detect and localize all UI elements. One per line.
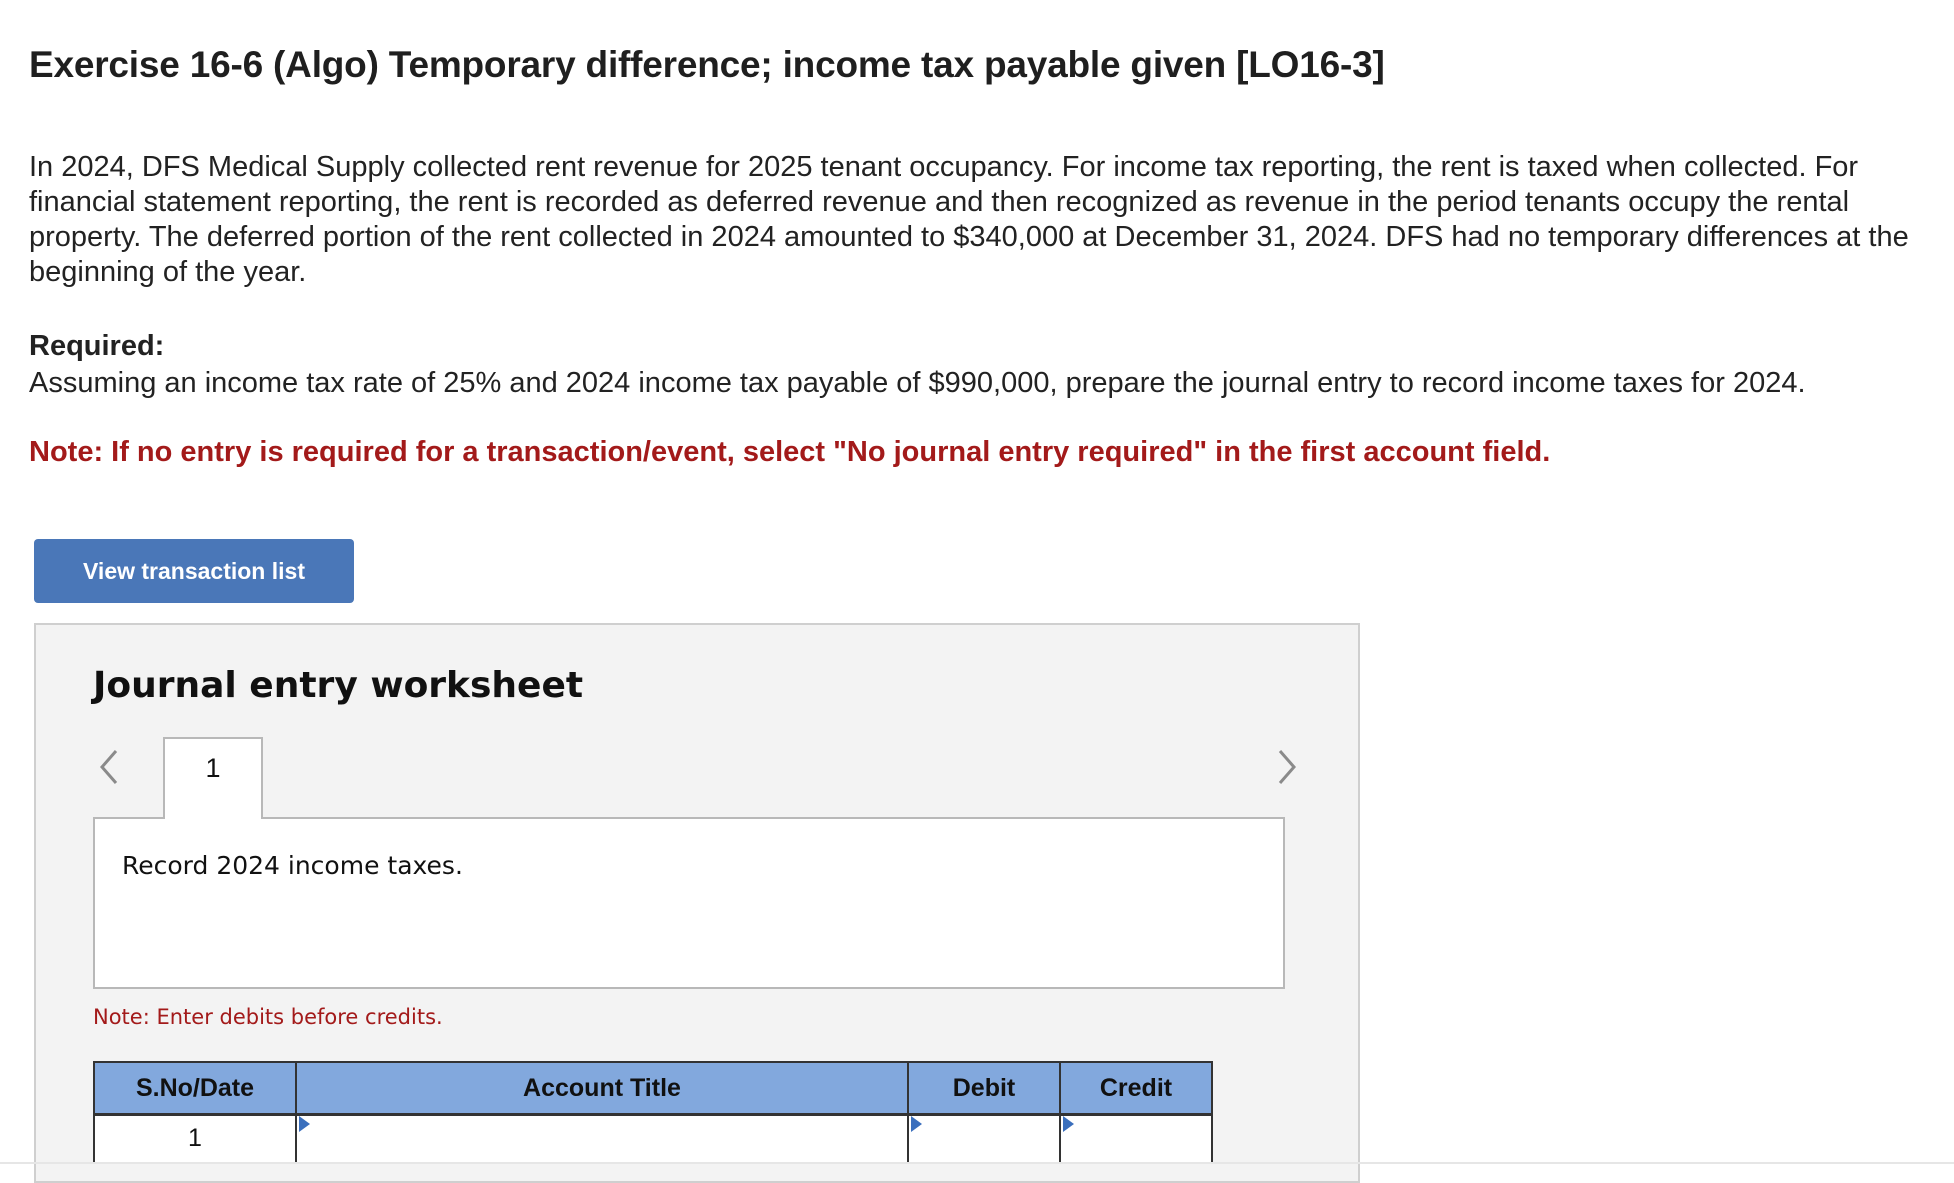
column-header-credit: Credit <box>1060 1062 1212 1115</box>
debit-field[interactable] <box>908 1115 1060 1165</box>
tab-label: 1 <box>205 753 221 783</box>
tab-1[interactable] <box>163 737 263 819</box>
required-heading: Required: <box>29 330 165 362</box>
transaction-description-box <box>93 817 1285 989</box>
table-row <box>94 1115 1212 1165</box>
credit-field[interactable] <box>1060 1115 1212 1165</box>
row-number: 1 <box>188 1124 202 1152</box>
flag-icon <box>299 1116 310 1132</box>
required-note: Note: If no entry is required for a transaction/event, select "No journal entry required" in the first account field. <box>29 436 1551 468</box>
chevron-right-icon[interactable] <box>1274 747 1300 787</box>
column-header-debit: Debit <box>908 1062 1060 1115</box>
flag-icon <box>911 1116 922 1132</box>
page-title: Exercise 16-6 (Algo) Temporary difference; income tax payable given [LO16-3] <box>29 44 1385 85</box>
journal-entry-worksheet <box>34 623 1360 1183</box>
problem-intro: In 2024, DFS Medical Supply collected rent revenue for 2025 tenant occupancy. For income tax reporting, the rent is taxed when collected. For financial statement reporting, the rent is recorded as deferred revenue and then recognized as revenue in the period tenants occupy the rental property. The deferred portion of the rent collected in 2024 amounted to $340,000 at December 31, 2024. DFS had no temporary differences at the beginning of the year. <box>29 151 1909 288</box>
page-bottom-divider <box>0 1162 1954 1164</box>
debits-credits-note: Note: Enter debits before credits. <box>93 1005 443 1029</box>
required-text: Assuming an income tax rate of 25% and 2024 income tax payable of $990,000, prepare the journal entry to record income taxes for 2024. <box>29 367 1806 399</box>
flag-icon <box>1063 1116 1074 1132</box>
column-header-account-title: Account Title <box>296 1062 908 1115</box>
sno-cell <box>94 1115 296 1165</box>
worksheet-title: Journal entry worksheet <box>93 665 584 706</box>
chevron-left-icon[interactable] <box>96 747 122 787</box>
account-title-field[interactable] <box>296 1115 908 1165</box>
column-header-sno-date: S.No/Date <box>94 1062 296 1115</box>
transaction-description: Record 2024 income taxes. <box>122 851 463 880</box>
journal-table <box>93 1061 1213 1164</box>
view-transaction-list-button[interactable]: View transaction list <box>34 539 354 603</box>
table-header-row <box>94 1062 1212 1115</box>
